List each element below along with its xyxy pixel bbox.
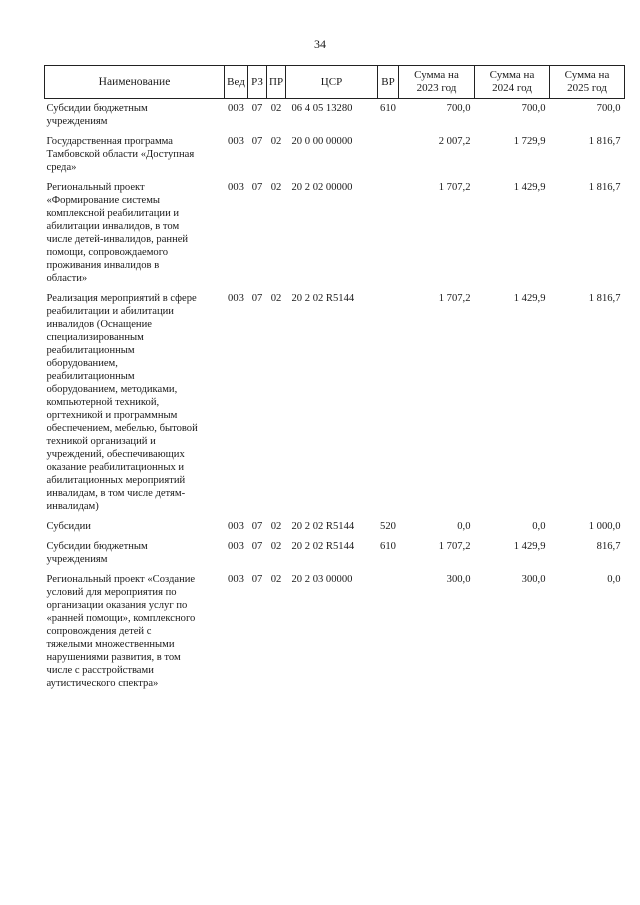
cell-sum-2023: 1 707,2 bbox=[438, 541, 471, 552]
cell-name-line: «ранней помощи», комплексного bbox=[46, 613, 196, 624]
cell-name-line: Субсидии бюджетным bbox=[46, 541, 148, 552]
header-sum-2023-line2: 2023 год bbox=[416, 82, 457, 94]
cell-name-line: оргтехникой и программным bbox=[46, 410, 178, 421]
cell-sum-2024: 1 729,9 bbox=[513, 136, 546, 147]
cell-sum-2024: 1 429,9 bbox=[513, 182, 546, 193]
cell-name-line: комплексной реабилитации и bbox=[46, 208, 180, 219]
cell-ved: 003 bbox=[228, 136, 244, 147]
header-sum-2024-line1: Сумма на bbox=[489, 69, 535, 81]
table-row bbox=[45, 573, 625, 697]
cell-name-line: обеспечением, мебелью, бытовой bbox=[46, 423, 198, 434]
cell-pr: 02 bbox=[270, 521, 282, 532]
cell-name bbox=[45, 520, 225, 540]
cell-name bbox=[45, 540, 225, 573]
cell-name-line: «Формирование системы bbox=[46, 195, 161, 206]
cell-name-line: оказание реабилитационных и bbox=[46, 462, 185, 473]
cell-sum-2023: 1 707,2 bbox=[438, 182, 471, 193]
cell-sum-2023: 1 707,2 bbox=[438, 293, 471, 304]
cell-ved: 003 bbox=[228, 521, 244, 532]
cell-ved: 003 bbox=[228, 182, 244, 193]
cell-name-line: учреждениям bbox=[46, 554, 108, 565]
cell-ved: 003 bbox=[228, 541, 244, 552]
cell-name-line: абилитации инвалидов, в том bbox=[46, 221, 180, 232]
cell-name-line: Региональный проект «Создание bbox=[46, 574, 196, 585]
header-vr: ВР bbox=[378, 66, 399, 99]
cell-vr bbox=[378, 292, 399, 520]
header-sum-2025 bbox=[550, 66, 625, 99]
cell-sum-2025: 0,0 bbox=[607, 574, 621, 585]
cell-pr: 02 bbox=[270, 541, 282, 552]
cell-vr: 610 bbox=[380, 541, 396, 552]
cell-name-line: помощи, сопровождаемого bbox=[46, 247, 169, 258]
cell-name-line: тяжелыми множественными bbox=[46, 639, 175, 650]
cell-vr bbox=[378, 573, 399, 697]
cell-vr: 520 bbox=[380, 521, 396, 532]
cell-sum-2025: 1 816,7 bbox=[588, 136, 621, 147]
cell-sum-2025: 1 816,7 bbox=[588, 293, 621, 304]
cell-name-line: числе с расстройствами bbox=[46, 665, 154, 676]
table-row bbox=[45, 520, 625, 540]
cell-name-line: техникой организаций и bbox=[46, 436, 156, 447]
cell-name-line: оборудованием, методиками, bbox=[46, 384, 178, 395]
cell-name-line: числе детей-инвалидов, ранней bbox=[46, 234, 189, 245]
header-csr: ЦСР bbox=[286, 66, 378, 99]
cell-csr: 20 2 02 R5144 bbox=[291, 541, 355, 552]
header-sum-2025-line1: Сумма на bbox=[564, 69, 610, 81]
cell-pr: 02 bbox=[270, 574, 282, 585]
cell-sum-2023: 300,0 bbox=[446, 574, 471, 585]
cell-name-line: Государственная программа bbox=[46, 136, 174, 147]
cell-name-line: инвалидам) bbox=[46, 501, 99, 512]
cell-sum-2024: 300,0 bbox=[521, 574, 546, 585]
cell-name-line: проживания инвалидов в bbox=[46, 260, 160, 271]
cell-name-line: нарушениями развития, в том bbox=[46, 652, 181, 663]
cell-pr: 02 bbox=[270, 136, 282, 147]
table-row bbox=[45, 135, 625, 181]
cell-name-line: абилитационных мероприятий bbox=[46, 475, 186, 486]
cell-name-line: условий для мероприятия по bbox=[46, 587, 177, 598]
cell-name bbox=[45, 573, 225, 697]
cell-name-line: Реализация мероприятий в сфере bbox=[46, 293, 197, 304]
cell-ved: 003 bbox=[228, 103, 244, 114]
cell-name bbox=[45, 181, 225, 292]
cell-name-line: учреждений, обеспечивающих bbox=[46, 449, 185, 460]
cell-name-line: сопровождения детей с bbox=[46, 626, 152, 637]
cell-name bbox=[45, 135, 225, 181]
cell-name-line: специализированным bbox=[46, 332, 144, 343]
header-sum-2024 bbox=[475, 66, 550, 99]
cell-name-line: области» bbox=[46, 273, 88, 284]
cell-csr: 20 2 02 R5144 bbox=[291, 293, 355, 304]
cell-sum-2025: 1 000,0 bbox=[588, 521, 621, 532]
budget-table bbox=[44, 65, 625, 697]
cell-rz: 07 bbox=[251, 521, 263, 532]
cell-vr: 610 bbox=[380, 103, 396, 114]
cell-sum-2025: 816,7 bbox=[596, 541, 621, 552]
table-row bbox=[45, 181, 625, 292]
cell-name-line: Тамбовской области «Доступная bbox=[46, 149, 195, 160]
cell-sum-2023: 2 007,2 bbox=[438, 136, 471, 147]
header-rz: РЗ bbox=[248, 66, 267, 99]
header-sum-2023-line1: Сумма на bbox=[414, 69, 459, 81]
cell-csr: 20 2 02 R5144 bbox=[291, 521, 355, 532]
header-row bbox=[45, 66, 625, 99]
cell-name-line: организации оказания услуг по bbox=[46, 600, 188, 611]
cell-name-line: реабилитации и абилитации bbox=[46, 306, 174, 317]
table-row bbox=[45, 99, 625, 136]
cell-name-line: инвалидов (Оснащение bbox=[46, 319, 152, 330]
cell-csr: 20 2 03 00000 bbox=[291, 574, 353, 585]
cell-rz: 07 bbox=[251, 103, 263, 114]
cell-name-line: компьютерной техникой, bbox=[46, 397, 160, 408]
header-ved: Вед bbox=[225, 66, 248, 99]
cell-name-line: оборудованием, bbox=[46, 358, 118, 369]
cell-sum-2024: 700,0 bbox=[521, 103, 546, 114]
cell-ved: 003 bbox=[228, 574, 244, 585]
cell-pr: 02 bbox=[270, 103, 282, 114]
cell-pr: 02 bbox=[270, 293, 282, 304]
cell-rz: 07 bbox=[251, 574, 263, 585]
cell-csr: 06 4 05 13280 bbox=[291, 103, 353, 114]
cell-name-line: Субсидии bbox=[46, 521, 91, 532]
cell-sum-2023: 700,0 bbox=[446, 103, 471, 114]
header-sum-2023 bbox=[399, 66, 475, 99]
table-row bbox=[45, 540, 625, 573]
cell-sum-2025: 700,0 bbox=[596, 103, 621, 114]
page-number: 34 bbox=[314, 37, 326, 51]
cell-name-line: среда» bbox=[46, 162, 77, 173]
cell-name bbox=[45, 292, 225, 520]
cell-vr bbox=[378, 135, 399, 181]
cell-rz: 07 bbox=[251, 182, 263, 193]
cell-ved: 003 bbox=[228, 293, 244, 304]
cell-vr bbox=[378, 181, 399, 292]
cell-sum-2023: 0,0 bbox=[457, 521, 471, 532]
cell-sum-2024: 1 429,9 bbox=[513, 293, 546, 304]
cell-rz: 07 bbox=[251, 293, 263, 304]
cell-rz: 07 bbox=[251, 541, 263, 552]
header-pr: ПР bbox=[267, 66, 286, 99]
cell-csr: 20 2 02 00000 bbox=[291, 182, 353, 193]
cell-name-line: инвалидам, в том числе детям- bbox=[46, 488, 186, 499]
cell-name-line: учреждениям bbox=[46, 116, 108, 127]
cell-csr: 20 0 00 00000 bbox=[291, 136, 353, 147]
cell-pr: 02 bbox=[270, 182, 282, 193]
cell-sum-2024: 0,0 bbox=[532, 521, 546, 532]
cell-name-line: аутистического спектра» bbox=[46, 678, 159, 689]
cell-sum-2025: 1 816,7 bbox=[588, 182, 621, 193]
cell-sum-2024: 1 429,9 bbox=[513, 541, 546, 552]
cell-name-line: реабилитационным bbox=[46, 345, 135, 356]
cell-name-line: Субсидии бюджетным bbox=[46, 103, 148, 114]
table-row bbox=[45, 292, 625, 520]
header-sum-2025-line2: 2025 год bbox=[567, 82, 607, 94]
cell-name-line: реабилитационным bbox=[46, 371, 135, 382]
cell-rz: 07 bbox=[251, 136, 263, 147]
cell-name-line: Региональный проект bbox=[46, 182, 145, 193]
table-body bbox=[45, 99, 625, 698]
header-name: Наименование bbox=[45, 66, 225, 99]
cell-name bbox=[45, 99, 225, 136]
header-sum-2024-line2: 2024 год bbox=[492, 82, 532, 94]
